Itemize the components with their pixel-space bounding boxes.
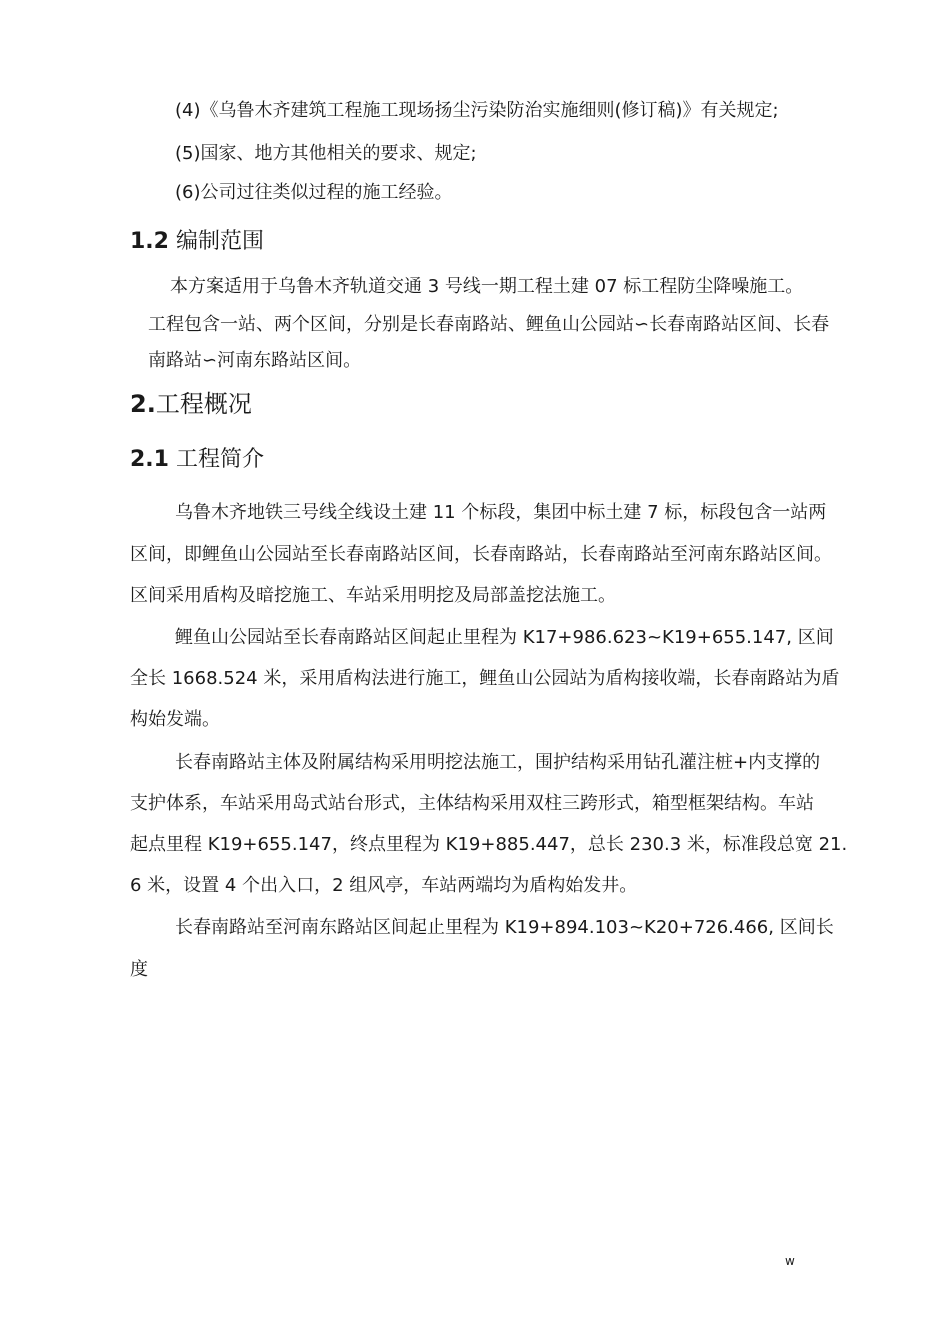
footer-mark: w [785,1254,795,1268]
p3-line-3: 起点里程 K19+655.147，终点里程为 K19+885.447，总长 230.3 米，标准段总宽 21. [130,834,848,855]
heading-2-1 [130,446,264,474]
heading-1-2-number: 1.2 [130,229,169,254]
heading-2-1-number: 2.1 [130,447,169,472]
p1-line-3: 区间采用盾构及暗挖施工、车站采用明挖及局部盖挖法施工。 [130,585,616,606]
scope-line-2: 工程包含一站、两个区间，分别是长春南路站、鲤鱼山公园站∽长春南路站区间、长春 [148,314,830,335]
p2-line-3: 构始发端。 [130,709,220,730]
p2-line-2: 全长 1668.524 米，采用盾构法进行施工，鲤鱼山公园站为盾构接收端，长春南路站为盾 [130,668,840,689]
heading-1-2 [130,228,264,256]
basis-item-6: (6)公司过往类似过程的施工经验。 [175,182,453,203]
p2-line-1: 鲤鱼山公园站至长春南路站区间起止里程为 K17+986.623~K19+655.147, 区间 [175,627,834,648]
scope-line-3: 南路站∽河南东路站区间。 [148,350,362,371]
p1-line-1: 乌鲁木齐地铁三号线全线设土建 11 个标段，集团中标土建 7 标，标段包含一站两 [175,502,827,523]
heading-2-1-title: 工程简介 [175,447,264,472]
heading-2-number: 2. [130,390,156,418]
basis-item-4: (4)《乌鲁木齐建筑工程施工现场扬尘污染防治实施细则(修订稿)》有关规定; [175,100,779,121]
heading-1-2-title: 编制范围 [175,229,264,254]
scope-line-1: 本方案适用于乌鲁木齐轨道交通 3 号线一期工程土建 07 标工程防尘降噪施工。 [170,276,804,297]
p3-line-4: 6 米，设置 4 个出入口，2 组风亭，车站两端均为盾构始发井。 [130,875,638,896]
heading-2-title: 工程概况 [155,390,252,418]
p1-line-2: 区间，即鲤鱼山公园站至长春南路站区间，长春南路站，长春南路站至河南东路站区间。 [130,544,832,565]
p3-line-2: 支护体系，车站采用岛式站台形式，主体结构采用双柱三跨形式，箱型框架结构。车站 [130,793,814,814]
basis-item-5: (5)国家、地方其他相关的要求、规定; [175,143,477,164]
p4-line-2: 度 [130,959,148,980]
p4-line-1: 长春南路站至河南东路站区间起止里程为 K19+894.103~K20+726.466, 区间长 [175,917,834,938]
heading-2 [130,389,252,419]
p3-line-1: 长春南路站主体及附属结构采用明挖法施工，围护结构采用钻孔灌注桩+内支撑的 [175,752,821,773]
